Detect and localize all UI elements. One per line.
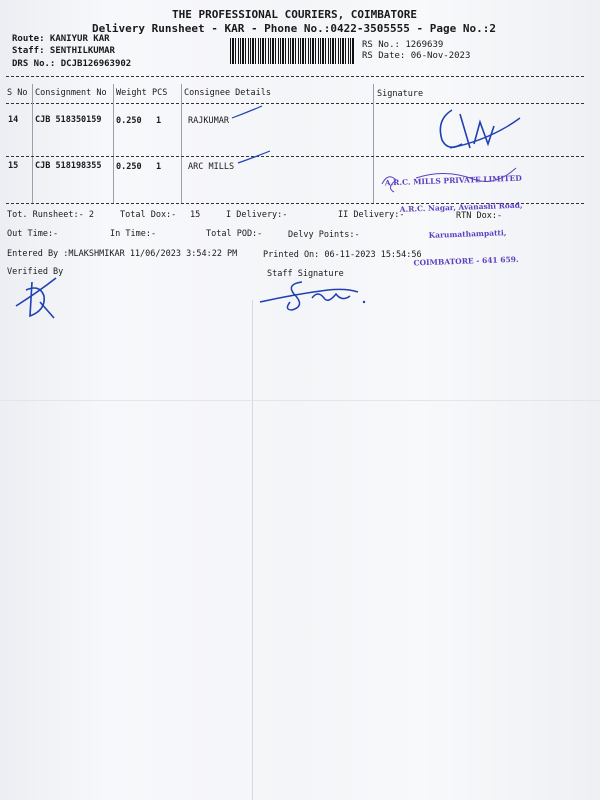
verifier-signature xyxy=(10,276,80,326)
rtn-dox: RTN Dox:- xyxy=(456,211,503,221)
table-row-pcs: 1 xyxy=(156,162,162,172)
staff-label: Staff: SENTHILKUMAR xyxy=(12,46,115,56)
out-time: Out Time:- xyxy=(7,229,59,239)
receiver-signature xyxy=(430,100,550,160)
total-dox-label: Total Dox:- xyxy=(120,210,177,220)
route-label: Route: KANIYUR KAR xyxy=(12,34,110,44)
ii-delivery: II Delivery:- xyxy=(338,210,405,220)
staff-signature-label: Staff Signature xyxy=(267,269,344,279)
company-name: THE PROFESSIONAL COURIERS, COIMBATORE xyxy=(172,8,418,21)
table-row-consignment: CJB 518350159 xyxy=(35,115,102,125)
staff-signature xyxy=(256,276,386,316)
i-delivery: I Delivery:- xyxy=(226,210,288,220)
paper-fold-vertical xyxy=(252,300,253,800)
rs-number: RS No.: 1269639 xyxy=(362,40,444,50)
stamp-line-3: Karumathampatti, xyxy=(428,228,507,240)
verified-by-label: Verified By xyxy=(7,267,64,277)
col-header-sno: S No xyxy=(7,88,28,98)
delivery-points: Delvy Points:- xyxy=(288,230,360,240)
in-time: In Time:- xyxy=(110,229,157,239)
stamp-line-2: A.R.C. Nagar, Avanashi Road, xyxy=(399,200,523,214)
col-header-consignee: Consignee Details xyxy=(184,88,271,98)
col-header-weight: Weight xyxy=(116,88,147,98)
table-row-weight: 0.250 xyxy=(116,162,142,172)
table-row-sno: 15 xyxy=(8,161,19,171)
rs-date: RS Date: 06-Nov-2023 xyxy=(362,51,471,61)
col-header-pcs: PCS xyxy=(152,88,168,98)
printed-on: Printed On: 06-11-2023 15:54:56 xyxy=(263,250,422,260)
total-runsheet: Tot. Runsheet:- 2 xyxy=(7,210,94,220)
table-row-pcs: 1 xyxy=(156,116,162,126)
table-row-consignment: CJB 518198355 xyxy=(35,161,102,171)
entered-by: Entered By :MLAKSHMIKAR 11/06/2023 3:54:22 PM xyxy=(7,249,238,259)
drs-number: DRS No.: DCJB126963902 xyxy=(12,59,132,69)
runsheet-title: Delivery Runsheet - KAR - Phone No.:0422-3505555 - Page No.:2 xyxy=(92,22,496,35)
stamp-scribble xyxy=(376,158,496,198)
stamp-line-1: A.R.C. MILLS PRIVATE LIMITED xyxy=(384,173,522,188)
table-row-weight: 0.250 xyxy=(116,116,142,126)
total-dox-value: 15 xyxy=(190,210,201,220)
table-row-consignee: ARC MILLS xyxy=(188,162,235,172)
total-pod: Total POD:- xyxy=(206,229,263,239)
stamp-line-4: COIMBATORE - 641 659. xyxy=(413,254,519,268)
paper-fold-horizontal xyxy=(0,400,600,401)
table-row-consignee: RAJKUMAR xyxy=(188,116,229,126)
col-header-consignment: Consignment No xyxy=(35,88,107,98)
table-row-sno: 14 xyxy=(8,115,19,125)
col-header-signature: Signature xyxy=(377,89,424,99)
